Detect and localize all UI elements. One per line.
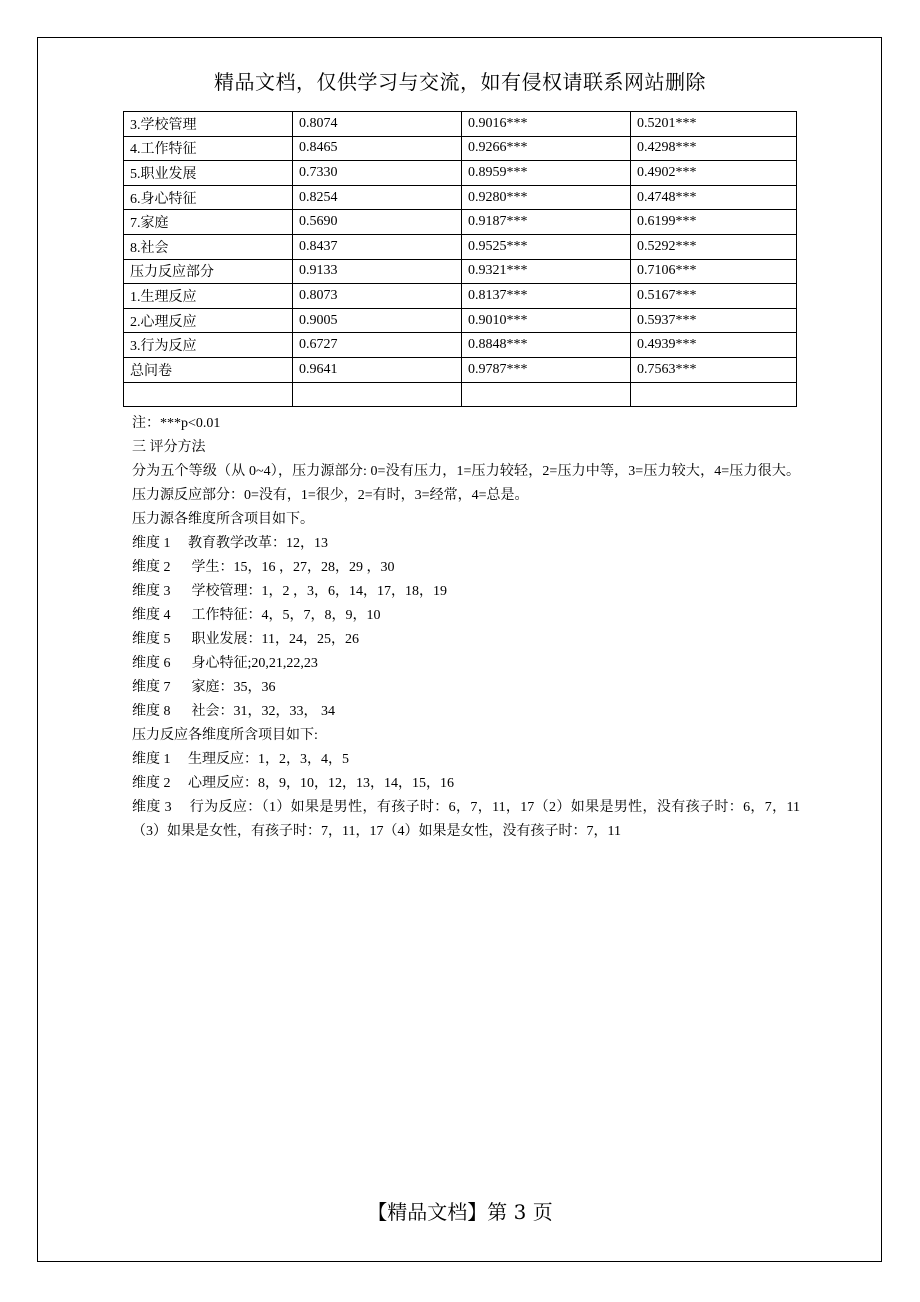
table-row xyxy=(124,112,797,137)
table-cell: 总问卷 xyxy=(124,357,293,382)
dimension-line xyxy=(132,532,800,556)
table-row xyxy=(124,136,797,161)
table-cell: 0.9641 xyxy=(293,357,462,382)
table-cell: 0.4298*** xyxy=(631,136,797,161)
table-cell: 0.8959*** xyxy=(462,161,631,186)
table-cell: 2.心理反应 xyxy=(124,308,293,333)
dimension-line xyxy=(132,580,800,604)
section-title: 三 评分方法 xyxy=(132,440,206,455)
dimension-items: 职业发展：11，24，25，26 xyxy=(188,632,359,647)
dimension-line xyxy=(132,700,800,724)
table-cell: 3.行为反应 xyxy=(124,333,293,358)
dimension-items: 心理反应：8，9，10，12，13，14，15，16 xyxy=(188,776,454,791)
table-cell: 0.7563*** xyxy=(631,357,797,382)
table-note: 注：***p<0.01 xyxy=(132,416,221,431)
table-cell xyxy=(631,382,797,407)
table-row xyxy=(124,333,797,358)
table-cell: 0.6727 xyxy=(293,333,462,358)
dimension-line xyxy=(132,652,800,676)
dimension-items: 教育教学改革：12，13 xyxy=(188,536,328,551)
table-cell: 0.9787*** xyxy=(462,357,631,382)
table-cell: 0.8437 xyxy=(293,234,462,259)
dimension-line xyxy=(132,604,800,628)
dimension-line xyxy=(132,748,800,772)
table-cell: 0.9187*** xyxy=(462,210,631,235)
table-row xyxy=(124,259,797,284)
dimension-line xyxy=(132,676,800,700)
page-footer: 【精品文档】第 3 页 xyxy=(367,1200,553,1224)
dimension-label: 维度 1 xyxy=(132,536,171,551)
table-row xyxy=(124,357,797,382)
dimension-items: 家庭：35，36 xyxy=(188,680,276,695)
dimension-items: 社会：31，32，33， 34 xyxy=(188,704,335,719)
stress-source-intro: 压力源各维度所含项目如下。 xyxy=(132,512,314,527)
dimension-label: 维度 2 xyxy=(132,560,171,575)
table-cell xyxy=(293,382,462,407)
table-cell: 0.7330 xyxy=(293,161,462,186)
body-text xyxy=(132,412,800,844)
table-row xyxy=(124,234,797,259)
dimension-items: 学校管理：1，2 ，3，6，14，17，18，19 xyxy=(188,584,447,599)
table-cell: 5.职业发展 xyxy=(124,161,293,186)
table-row xyxy=(124,161,797,186)
table-cell: 0.9266*** xyxy=(462,136,631,161)
table-cell: 0.9005 xyxy=(293,308,462,333)
table-cell: 0.8465 xyxy=(293,136,462,161)
dimension-label: 维度 7 xyxy=(132,680,171,695)
table-cell: 0.4939*** xyxy=(631,333,797,358)
table-cell xyxy=(462,382,631,407)
dimension-label: 维度 6 xyxy=(132,656,171,671)
table-cell: 0.5690 xyxy=(293,210,462,235)
dimension-label: 维度 1 xyxy=(132,752,171,767)
table-cell: 0.8073 xyxy=(293,284,462,309)
behavior-dimension: 维度 3 行为反应：（1）如果是男性，有孩子时：6，7，11，17（2）如果是男性，没有孩子时：6，7，11（3）如果是女性，有孩子时：7，11，17（4）如果是女性，没有孩子时：7，11 xyxy=(132,800,800,839)
table-cell: 8.社会 xyxy=(124,234,293,259)
table-cell: 4.工作特征 xyxy=(124,136,293,161)
table-cell: 0.4902*** xyxy=(631,161,797,186)
dimension-items: 学生：15，16 ，27，28，29 ，30 xyxy=(188,560,395,575)
dimension-items: 工作特征：4，5，7，8，9，10 xyxy=(188,608,381,623)
dimension-label: 维度 5 xyxy=(132,632,171,647)
table-cell: 0.8254 xyxy=(293,185,462,210)
table-cell: 0.9010*** xyxy=(462,308,631,333)
table-cell: 0.8848*** xyxy=(462,333,631,358)
table-cell: 0.9280*** xyxy=(462,185,631,210)
table-cell: 0.5937*** xyxy=(631,308,797,333)
table-row xyxy=(124,284,797,309)
table-row xyxy=(124,210,797,235)
table-row xyxy=(124,185,797,210)
dimension-line xyxy=(132,772,800,796)
table-cell: 0.6199*** xyxy=(631,210,797,235)
table-cell: 0.9016*** xyxy=(462,112,631,137)
table-cell: 0.5292*** xyxy=(631,234,797,259)
table-row xyxy=(124,382,797,407)
dimension-label: 维度 8 xyxy=(132,704,171,719)
dimension-items: 身心特征;20,21,22,23 xyxy=(188,656,318,671)
table-cell: 0.7106*** xyxy=(631,259,797,284)
table-cell: 0.5167*** xyxy=(631,284,797,309)
header-banner: 精品文档，仅供学习与交流，如有侵权请联系网站删除 xyxy=(214,70,706,94)
dimension-items: 生理反应：1，2，3，4，5 xyxy=(188,752,349,767)
table-cell: 0.8137*** xyxy=(462,284,631,309)
table-cell: 0.9525*** xyxy=(462,234,631,259)
table-cell xyxy=(124,382,293,407)
table-row xyxy=(124,308,797,333)
dimension-line xyxy=(132,628,800,652)
table-cell: 0.4748*** xyxy=(631,185,797,210)
table-cell: 6.身心特征 xyxy=(124,185,293,210)
stress-reaction-dimensions xyxy=(132,748,800,796)
dimension-label: 维度 2 xyxy=(132,776,171,791)
table-cell: 3.学校管理 xyxy=(124,112,293,137)
table-cell: 0.9321*** xyxy=(462,259,631,284)
table-cell: 7.家庭 xyxy=(124,210,293,235)
dimension-label: 维度 4 xyxy=(132,608,171,623)
table-cell: 1.生理反应 xyxy=(124,284,293,309)
table-cell: 0.9133 xyxy=(293,259,462,284)
reliability-table xyxy=(123,111,797,407)
dimension-label: 维度 3 xyxy=(132,584,171,599)
table-cell: 压力反应部分 xyxy=(124,259,293,284)
dimension-line xyxy=(132,556,800,580)
stress-source-dimensions xyxy=(132,532,800,724)
stress-reaction-intro: 压力反应各维度所含项目如下: xyxy=(132,728,318,743)
scoring-description: 分为五个等级（从 0~4），压力源部分: 0=没有压力，1=压力较轻，2=压力中等，3=压力较大，4=压力很大。压力源反应部分：0=没有，1=很少，2=有时，3=经常，4=总是。 xyxy=(132,464,800,503)
table-cell: 0.8074 xyxy=(293,112,462,137)
table-cell: 0.5201*** xyxy=(631,112,797,137)
